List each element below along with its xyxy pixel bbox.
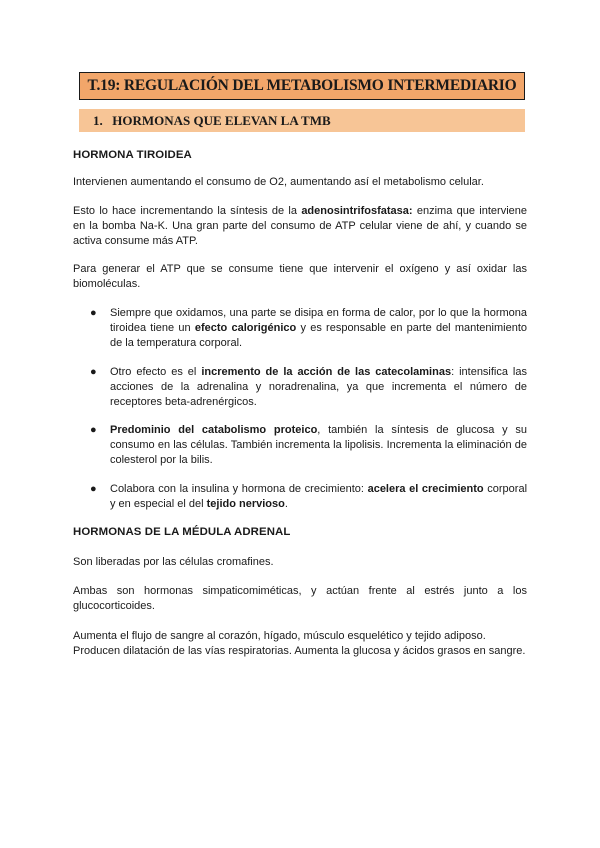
paragraph <box>73 204 527 249</box>
list-item <box>110 482 527 512</box>
bold-term: acelera el crecimiento <box>367 483 484 495</box>
paragraph: Intervienen aumentando el consumo de O2, aumentando así el metabolismo celular. <box>73 176 484 188</box>
bold-term: tejido nervioso <box>206 498 285 510</box>
text-run: Esto lo hace incrementando la síntesis de la <box>73 205 302 217</box>
section-heading <box>79 109 525 132</box>
subsection-heading-adrenal: HORMONAS DE LA MÉDULA ADRENAL <box>73 526 291 538</box>
text-run: Otro efecto es el <box>110 366 202 378</box>
text-run: y es responsable en parte del mantenimiento de la temperatura corporal. <box>110 322 527 349</box>
section-number: 1. <box>93 113 103 128</box>
text-run: : intensifica las acciones de la adrenalina y noradrenalina, ya que incrementa el número de receptores beta-adrenérgicos. <box>110 366 527 408</box>
paragraph: Producen dilatación de las vías respiratorias. Aumenta la glucosa y ácidos grasos en sangre. <box>73 645 526 657</box>
bold-term: efecto calorigénico <box>194 322 297 334</box>
bullet-icon: ● <box>90 307 97 319</box>
bullet-icon: ● <box>90 424 97 436</box>
bold-term: adenosintrifosfatasa: <box>301 205 413 217</box>
paragraph: Aumenta el flujo de sangre al corazón, hígado, músculo esquelético y tejido adiposo. <box>73 630 486 642</box>
list-item <box>110 423 527 468</box>
text-run: , también la síntesis de glucosa y su consumo en las células. También incrementa la lipolisis. Incrementa la eliminación de colesterol por la bilis. <box>110 424 527 466</box>
bold-term: Predominio del catabolismo proteico <box>110 424 318 436</box>
paragraph: Son liberadas por las células cromafines. <box>73 556 274 568</box>
bullet-icon: ● <box>90 483 97 495</box>
section-label: HORMONAS QUE ELEVAN LA TMB <box>112 113 331 128</box>
text-run: . <box>284 498 288 510</box>
document-title: T.19: REGULACIÓN DEL METABOLISMO INTERMEDIARIO <box>79 72 525 100</box>
paragraph: Ambas son hormonas simpaticomiméticas, y actúan frente al estrés junto a los glucocorticoides. <box>73 585 527 612</box>
text-run: Siempre que oxidamos, una parte se disipa en forma de calor, por lo que la hormona tiroidea tiene un <box>110 307 527 334</box>
bullet-icon: ● <box>90 366 97 378</box>
text-run: enzima que interviene en la bomba Na-K. Una gran parte del consumo de ATP celular viene de ahí, y cuando se activa consume más ATP. <box>73 205 527 247</box>
bold-term: incremento de la acción de las catecolaminas <box>201 366 452 378</box>
list-item <box>110 365 527 410</box>
text-run: Colabora con la insulina y hormona de crecimiento: <box>110 483 368 495</box>
list-item <box>110 306 527 351</box>
subsection-heading-thyroid: HORMONA TIROIDEA <box>73 149 192 161</box>
paragraph: Para generar el ATP que se consume tiene que intervenir el oxígeno y así oxidar las biomoléculas. <box>73 263 527 290</box>
text-run: corporal y en especial el del <box>110 483 528 510</box>
